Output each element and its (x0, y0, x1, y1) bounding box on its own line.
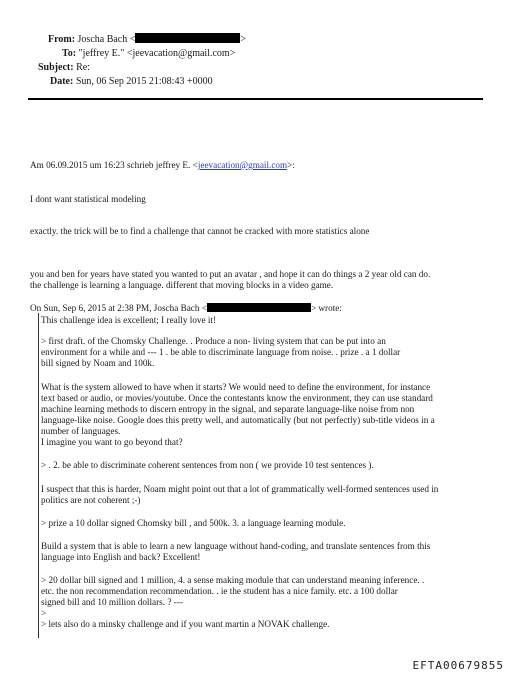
quote-line: Build a system that is able to learn a new language without hand-coding, and translate sentences from this (41, 541, 431, 551)
quote-line: > lets also do a minsky challenge and if you want martin a NOVAK challenge. (41, 619, 330, 629)
email-link[interactable]: jeevacation@gmail.com (197, 160, 288, 170)
quote-line: > 20 dollar bill signed and 1 million, 4. a sense making module that can understand meaning inference. . (41, 575, 425, 585)
paragraph-exactly: exactly. the trick will be to find a challenge that cannot be cracked with more statistics alone (30, 226, 370, 236)
quote-line: number of languages. (41, 426, 121, 436)
header-divider (28, 98, 483, 100)
quote-line: text based or audio, or movies/youtube. Once the contestants know the environment, they can use standard (41, 393, 433, 403)
redaction-box (207, 303, 311, 312)
to-label: To: (62, 48, 77, 59)
subject-value: Re: (76, 62, 90, 73)
from-value-end: > (240, 34, 247, 45)
quote-line: politics are not coherent ;-) (41, 495, 141, 505)
date-value: Sun, 06 Sep 2015 21:08:43 +0000 (75, 76, 213, 87)
quote-line: bill signed by Noam and 100k. (41, 358, 155, 368)
date-label: Date: (50, 76, 74, 87)
quote-intro (30, 160, 295, 171)
paragraph-no-statistical: I dont want statistical modeling (30, 194, 146, 204)
on-date-suffix: > wrote: (310, 303, 342, 313)
from-value: Joscha Bach < (77, 34, 136, 45)
date-row (50, 74, 213, 89)
to-value: "jeffrey E." <jeevacation@gmail.com> (78, 48, 236, 59)
quote-line: > (41, 608, 47, 618)
quote-line: signed bill and 10 million dollars. ? --- (41, 597, 183, 607)
from-label: From: (48, 34, 76, 45)
from-row (48, 32, 246, 47)
quote-line: > prize a 10 dollar signed Chomsky bill , and 500k. 3. a language learning module. (41, 518, 346, 528)
quote-intro-prefix: Am 06.09.2015 um 16:23 schrieb jeffrey E. < (30, 160, 198, 170)
paragraph-avatar-l2: the challenge is learning a language. different that moving blocks in a video game. (30, 280, 334, 290)
quote-intro-suffix: >: (287, 160, 295, 170)
quote-line: What is the system allowed to have when it starts? We would need to define the environment, for instance (41, 382, 431, 392)
quote-line: language into English and back? Excellent! (41, 552, 201, 562)
subject-label: Subject: (38, 62, 74, 73)
quote-line: This challenge idea is excellent; I really love it! (41, 315, 217, 325)
quote-line: I imagine you want to go beyond that? (41, 437, 183, 447)
quote-line: language-like noise. Google does this pretty well, and automatically (but not perfectly) sub-title videos in a (41, 415, 435, 425)
paragraph-avatar-l1: you and ben for years have stated you wanted to put an avatar , and hope it can do things a 2 year old can do. (30, 269, 431, 279)
document-id: EFTA00679855 (412, 659, 504, 672)
quote-line: > . 2. be able to discriminate coherent sentences from non ( we provide 10 test sentences ). (41, 460, 374, 470)
quote-line: > first draft. of the Chomsky Challenge. . Produce a non- living system that can be put into an (41, 336, 386, 346)
quote-line: etc. the non recommendation recommendation. . ie the student has a nice family. etc. a 100 dollar (41, 586, 398, 596)
on-date-prefix: On Sun, Sep 6, 2015 at 2:38 PM, Joscha Bach < (30, 303, 207, 313)
subject-row (38, 60, 90, 75)
quote-line: environment for a while and --- 1 . be able to discriminate language from noise. . prize . a 1 dollar (41, 347, 401, 357)
quote-line: I suspect that this is harder, Noam might point out that a lot of grammatically well-formed sentences used in (41, 484, 439, 494)
redaction-box (135, 33, 240, 43)
to-row (62, 46, 235, 61)
quoted-block (38, 313, 499, 638)
quote-line: machine learning methods to discern entropy in the signal, and separate language-like noise from non (41, 404, 415, 414)
